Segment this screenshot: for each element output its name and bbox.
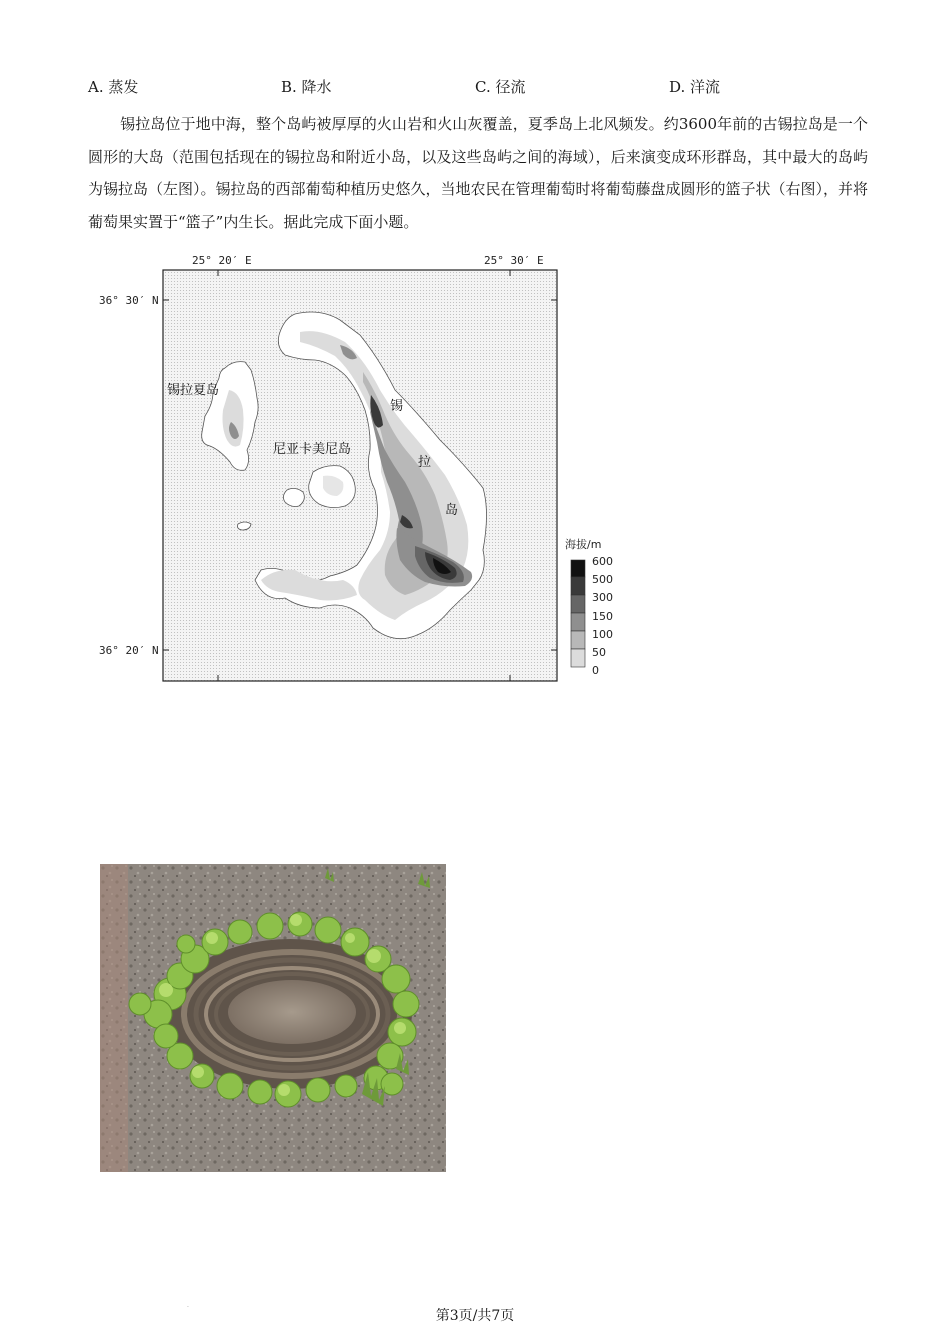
nea-kameni-island	[309, 466, 356, 508]
legend-level-0: 0	[592, 664, 599, 677]
legend-swatch-600	[571, 560, 585, 577]
legend-level-500: 500	[592, 573, 613, 586]
legend-level-300: 300	[592, 591, 613, 604]
santorini-elevation-map	[95, 250, 625, 690]
legend-level-100: 100	[592, 628, 613, 641]
legend-level-150: 150	[592, 610, 613, 623]
legend-swatch-150	[571, 613, 585, 631]
legend-swatch-300	[571, 595, 585, 613]
option-b: B. 降水	[281, 78, 332, 96]
page-mark: .	[187, 1302, 189, 1309]
page-footer: 第3页/共7页	[435, 1308, 515, 1324]
label-thera-2: 拉	[418, 455, 432, 470]
edge-shadow	[100, 864, 128, 1172]
label-thera-3: 岛	[445, 503, 459, 518]
grapevine-basket-photo	[100, 864, 446, 1172]
lon-label-east: 25° 30′ E	[484, 254, 544, 267]
map-frame	[163, 270, 557, 681]
legend-swatch-50	[571, 649, 585, 667]
legend-title: 海拔/m	[565, 538, 602, 551]
elevation-legend	[565, 537, 613, 677]
passage-text: 锡拉岛位于地中海，整个岛屿被厚厚的火山岩和火山灰覆盖，夏季岛上北风频发。约3600年前的古锡拉岛是一个圆形的大岛（范围包括现在的锡拉岛和附近小岛，以及这些岛屿之间的海域），后来演变成环形群岛，其中最大的岛屿为锡拉岛（左图）。锡拉岛的西部葡萄种植历史悠久，当地农民在管理葡萄时将葡萄藤盘成圆形的篮子状（右图），并将葡萄果实置于“篮子”内生长。据此完成下面小题。	[88, 115, 869, 231]
palea-kameni-island	[283, 488, 304, 506]
answer-options	[88, 76, 868, 98]
question-passage	[88, 108, 868, 238]
label-therasia: 锡拉夏岛	[167, 383, 220, 398]
option-c: C. 径流	[475, 78, 526, 96]
option-a: A. 蒸发	[88, 78, 139, 96]
label-thera-1: 锡	[390, 399, 404, 414]
legend-level-50: 50	[592, 646, 606, 659]
legend-level-600: 600	[592, 555, 613, 568]
lat-label-north: 36° 30′ N	[99, 294, 159, 307]
lon-label-west: 25° 20′ E	[192, 254, 252, 267]
legend-swatch-100	[571, 631, 585, 649]
legend-swatch-500	[571, 577, 585, 595]
label-nea-kameni: 尼亚卡美尼岛	[273, 442, 352, 457]
option-d: D. 洋流	[669, 78, 721, 96]
lat-label-south: 36° 20′ N	[99, 644, 159, 657]
